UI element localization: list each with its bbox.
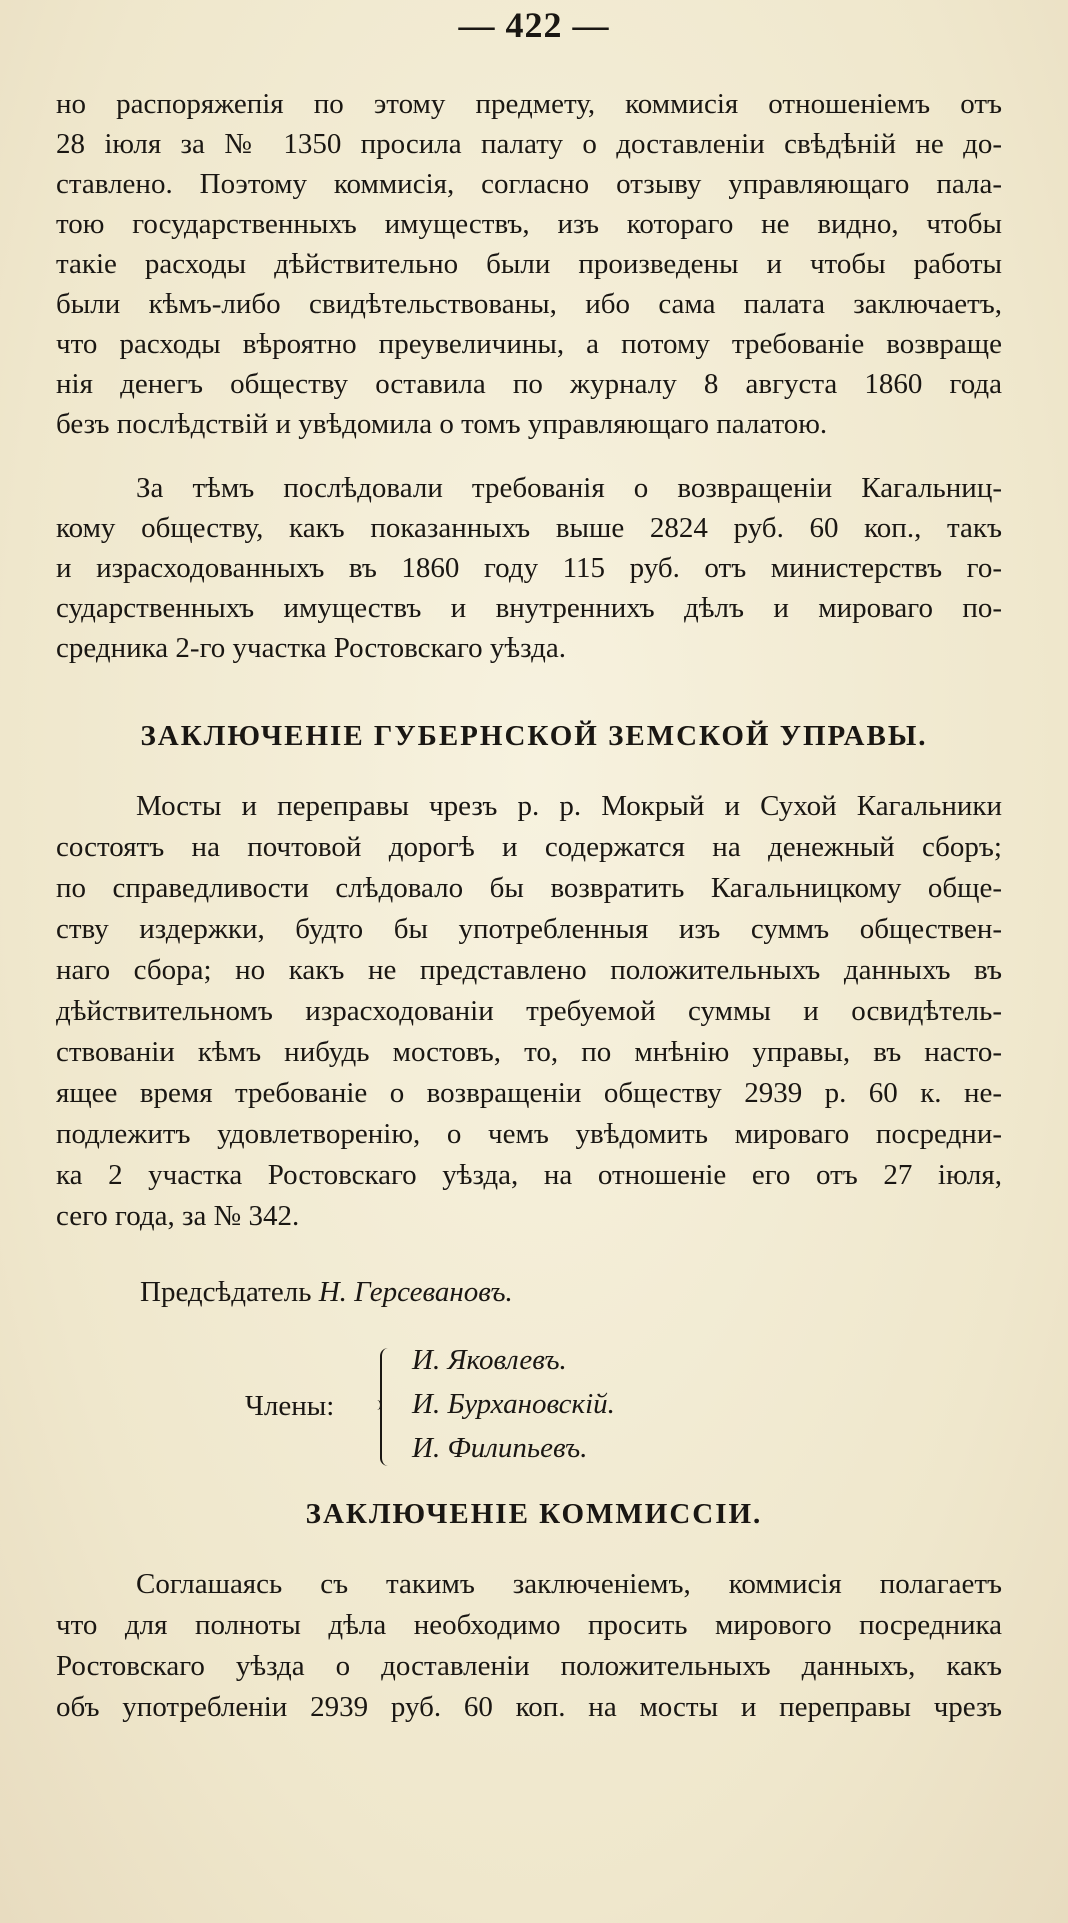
text-line: тою государственныхъ имуществъ, изъ котораго не видно, чтобы [56, 208, 1002, 240]
member-name: И. Бурхановскій. [412, 1388, 615, 1420]
text-line: безъ послѣдствій и увѣдомила о томъ управляющаго палатою. [56, 408, 828, 440]
text-line: ставлено. Поэтому коммисія, согласно отзыву управляющаго пала- [56, 168, 1002, 200]
text-line: подлежитъ удовлетворенію, о чемъ увѣдомить мироваго посредни- [56, 1118, 1002, 1150]
member-name: И. Филипьевъ. [412, 1432, 588, 1464]
text-line: средника 2-го участка Ростовскаго уѣзда. [56, 632, 566, 664]
text-line: Мосты и переправы чрезъ р. р. Мокрый и Сухой Кагальники [136, 790, 1002, 822]
member-name: И. Яковлевъ. [412, 1344, 567, 1376]
text-line: ка 2 участка Ростовскаго уѣзда, на отношеніе его отъ 27 іюля, [56, 1159, 1002, 1191]
text-line: 28 іюля за № 1350 просила палату о доставленіи свѣдѣній не до- [56, 128, 1002, 160]
text-line: по справедливости слѣдовало бы возвратить Кагальницкому обще- [56, 872, 1002, 904]
chairman-signature [140, 1276, 513, 1309]
members-brace [380, 1348, 396, 1466]
text-line: дѣйствительномъ израсходованіи требуемой суммы и освидѣтель- [56, 995, 1002, 1027]
text-line: кому обществу, какъ показанныхъ выше 2824 руб. 60 коп., такъ [56, 512, 1002, 544]
text-line: что для полноты дѣла необходимо просить мирового посредника [56, 1609, 1002, 1641]
text-line: Соглашаясь съ такимъ заключеніемъ, коммисія полагаетъ [136, 1568, 1002, 1600]
text-line: ствованіи кѣмъ нибудь мостовъ, то, по мнѣнію управы, въ насто- [56, 1036, 1002, 1068]
section-heading: ЗАКЛЮЧЕНІЕ ГУБЕРНСКОЙ ЗЕМСКОЙ УПРАВЫ. [140, 720, 928, 752]
members-label: Члены: [245, 1390, 335, 1422]
text-line: сударственныхъ имуществъ и внутреннихъ дѣлъ и мироваго по- [56, 592, 1002, 624]
section-heading: ЗАКЛЮЧЕНІЕ КОММИССІИ. [305, 1498, 763, 1530]
text-line: состоятъ на почтовой дорогѣ и содержатся на денежный сборъ; [56, 831, 1002, 863]
text-line: ящее время требованіе о возвращеніи обществу 2939 р. 60 к. не- [56, 1077, 1002, 1109]
text-line: ству издержки, будто бы употребленныя изъ суммъ обществен- [56, 913, 1002, 945]
chairman-label: Предсѣдатель [140, 1276, 312, 1308]
chairman-name: Н. Герсевановъ. [318, 1276, 513, 1308]
text-line: За тѣмъ послѣдовали требованія о возвращеніи Кагальниц- [136, 472, 1002, 504]
text-line: Ростовскаго уѣзда о доставленіи положительныхъ данныхъ, какъ [56, 1650, 1002, 1682]
text-line: такіе расходы дѣйствительно были произведены и чтобы работы [56, 248, 1002, 280]
text-line: объ употребленіи 2939 руб. 60 коп. на мосты и переправы чрезъ [56, 1691, 1002, 1723]
text-line: наго сбора; но какъ не представлено положительныхъ данныхъ въ [56, 954, 1002, 986]
text-line: что расходы вѣроятно преувеличины, а потому требованіе возвраще [56, 328, 1002, 360]
text-line: нія денегъ обществу оставила по журналу 8 августа 1860 года [56, 368, 1002, 400]
page-number: — 422 — [458, 5, 610, 45]
text-line: но распоряжепія по этому предмету, коммисія отношеніемъ отъ [56, 88, 1002, 120]
text-line: были кѣмъ-либо свидѣтельствованы, ибо сама палата заключаетъ, [56, 288, 1002, 320]
text-line: и израсходованныхъ въ 1860 году 115 руб. отъ министерствъ го- [56, 552, 1002, 584]
text-line: сего года, за № 342. [56, 1200, 300, 1232]
